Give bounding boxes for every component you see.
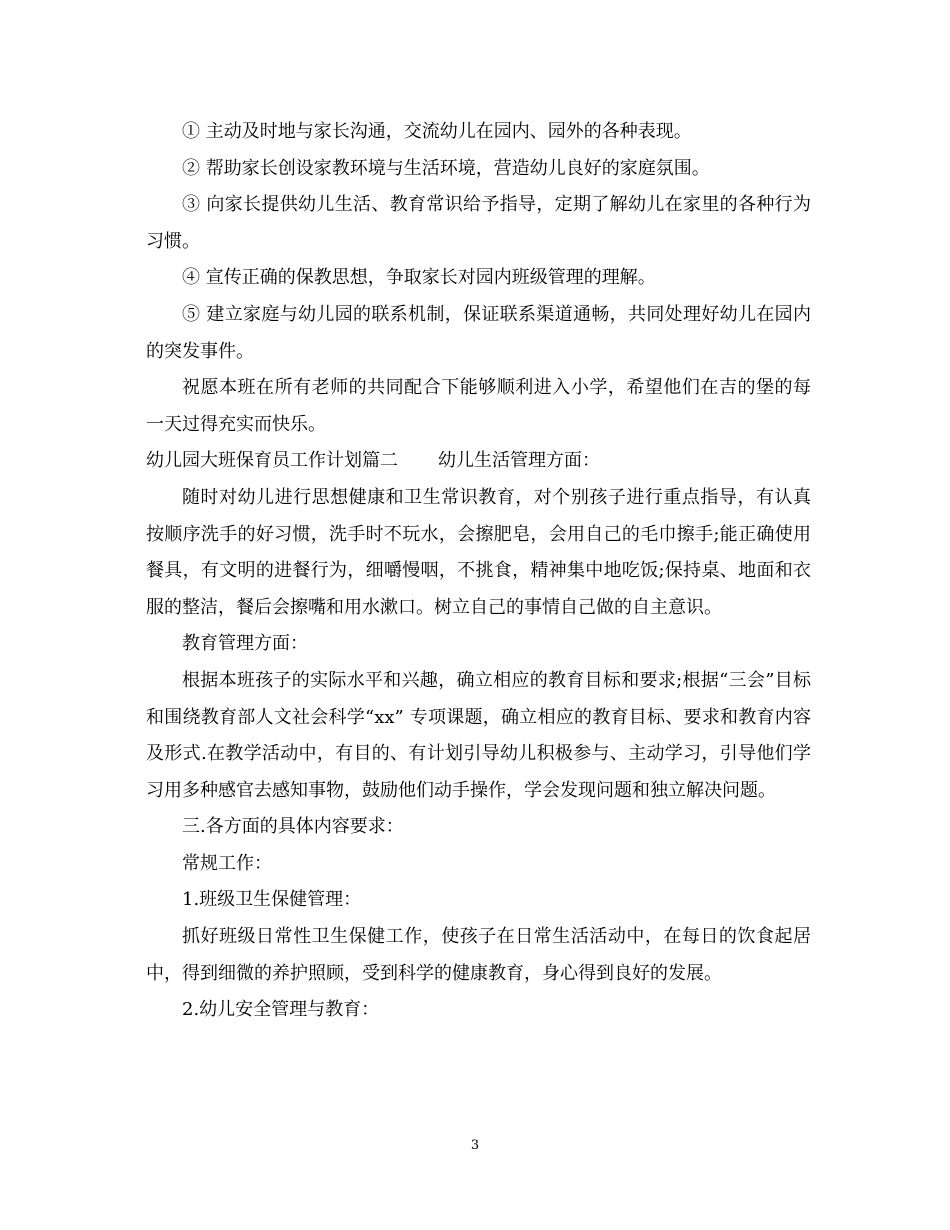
hygiene-heading: 1.班级卫生保健管理： <box>182 889 362 911</box>
life-management-paragraph: 随时对幼儿进行思想健康和卫生常识教育，对个别孩子进行重点指导，有认真按顺序洗手的好习惯，洗手时不玩水，会擦肥皂，会用自己的毛巾擦手;能正确使用餐具，有文明的进餐行为，细嚼慢咽，不挑食，精神集中地吃饭;保持桌、地面和衣服的整洁，餐后会擦嘴和用水漱口。树立自己的事情自己做的自主意识。 <box>146 486 811 618</box>
hygiene-paragraph: 抓好班级日常性卫生保健工作，使孩子在日常生活活动中，在每日的饮食起居中，得到细微的养护照顾，受到科学的健康教育，身心得到良好的发展。 <box>146 926 811 984</box>
section-subtitle: 幼儿生活管理方面： <box>438 450 600 472</box>
list-item-5: ⑤ 建立家庭与幼儿园的联系机制，保证联系渠道通畅，共同处理好幼儿在园内的突发事件。 <box>146 303 811 362</box>
closing-paragraph: 祝愿本班在所有老师的共同配合下能够顺利进入小学，希望他们在吉的堡的每一天过得充实而快乐。 <box>146 377 811 435</box>
list-item-2: ② 帮助家长创设家教环境与生活环境，营造幼儿良好的家庭氛围。 <box>182 157 710 179</box>
list-item-1: ① 主动及时地与家长沟通，交流幼儿在园内、园外的各种表现。 <box>182 121 692 142</box>
routine-work-heading: 常规工作： <box>182 852 272 874</box>
safety-heading: 2.幼儿安全管理与教育： <box>182 999 380 1021</box>
requirements-heading: 三.各方面的具体内容要求： <box>182 816 404 838</box>
list-item-3: ③ 向家长提供幼儿生活、教育常识给予指导，定期了解幼儿在家里的各种行为习惯。 <box>146 194 811 252</box>
section-title: 幼儿园大班保育员工作计划篇二 <box>146 450 398 472</box>
education-management-heading: 教育管理方面： <box>182 633 308 655</box>
list-item-4: ④ 宣传正确的保教思想，争取家长对园内班级管理的理解。 <box>182 267 656 289</box>
education-management-paragraph: 根据本班孩子的实际水平和兴趣，确立相应的教育目标和要求;根据“三会”目标和围绕教育部人文社会科学“xx” 专项课题，确立相应的教育目标、要求和教育内容及形式.在教学活动中，有目的、有计划引导幼儿积极参与、主动学习，引导他们学习用多种感官去感知事物，鼓励他们动手操作，学会发现问题和独立解决问题。 <box>146 669 811 801</box>
document-body <box>146 114 811 1029</box>
page-number: 3 <box>470 1138 480 1153</box>
section-heading <box>146 443 811 480</box>
